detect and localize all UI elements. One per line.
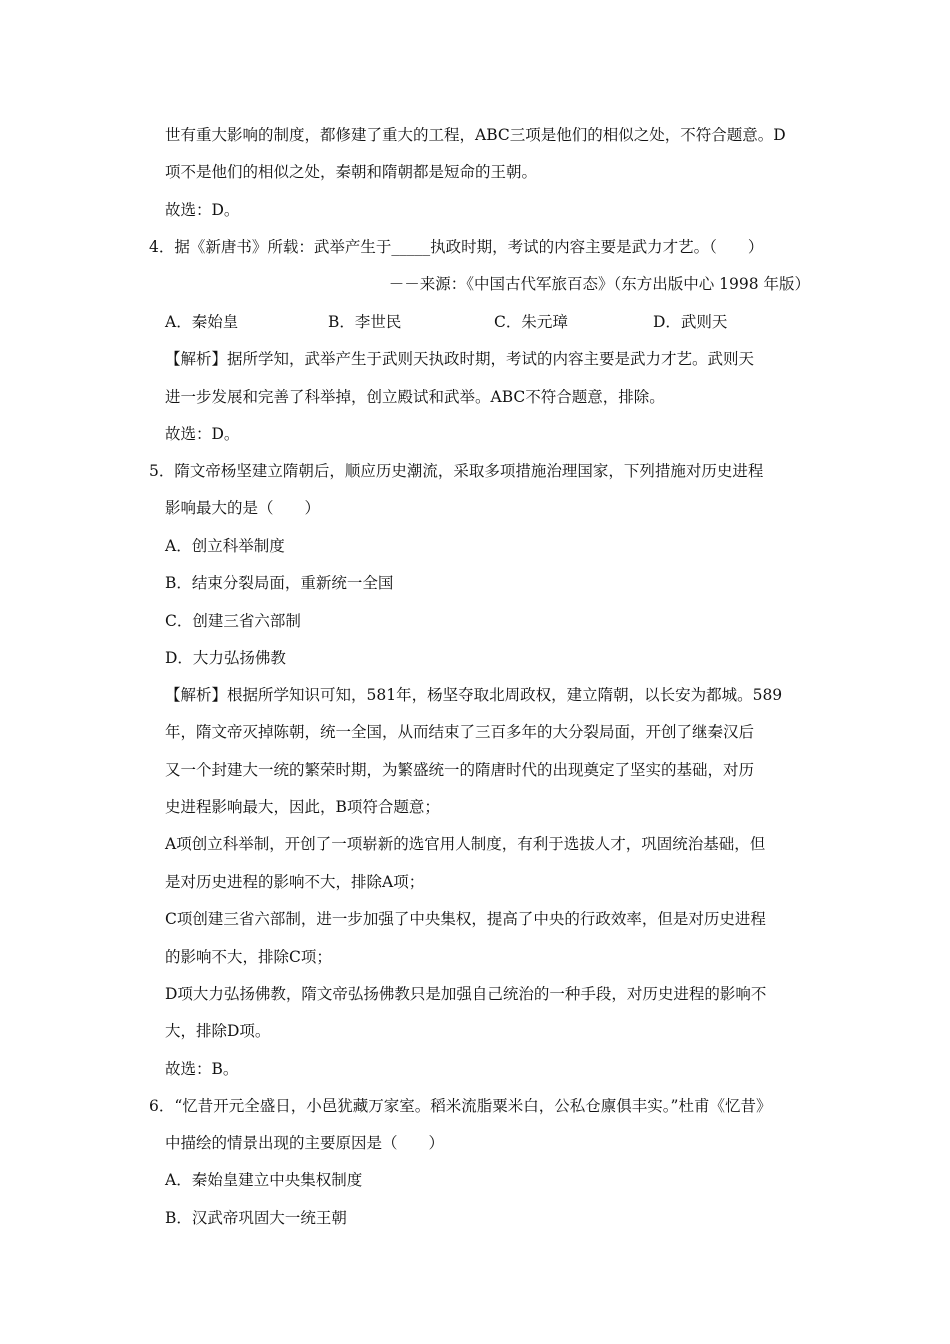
q5-analysis-line-2: 年，隋文帝灭掉陈朝，统一全国，从而结束了三百多年的大分裂局面，开创了继秦汉后 — [165, 723, 755, 741]
q5-analysis-line-7: C项创建三省六部制，进一步加强了中央集权，提高了中央的行政效率，但是对历史进程 — [165, 910, 766, 928]
q5-analysis-line-4: 史进程影响最大，因此，B项符合题意； — [165, 798, 440, 816]
q6-option-b: B．汉武帝巩固大一统王朝 — [165, 1209, 347, 1227]
q5-analysis-line-8: 的影响不大，排除C项； — [165, 948, 332, 966]
q4-option-d: D．武则天 — [653, 313, 728, 331]
q4-answer: 故选：D。 — [165, 425, 240, 443]
q6-stem-line-2: 中描绘的情景出现的主要原因是（ ） — [165, 1134, 445, 1152]
q5-analysis-line-9: D项大力弘扬佛教，隋文帝弘扬佛教只是加强自己统治的一种手段，对历史进程的影响不 — [165, 985, 767, 1003]
q5-analysis-line-10: 大，排除D项。 — [165, 1022, 271, 1040]
q6-stem-line-1: 6．“忆昔开元全盛日，小邑犹藏万家室。稻米流脂粟米白，公私仓廪俱丰实。”杜甫《忆昔》 — [149, 1097, 772, 1115]
q5-option-a: A．创立科举制度 — [165, 537, 285, 555]
q5-analysis-line-1: 【解析】根据所学知识可知，581年，杨坚夺取北周政权，建立隋朝，以长安为都城。589 — [165, 686, 783, 704]
q4-stem: 4．据《新唐书》所载：武举产生于_____执政时期，考试的内容主要是武力才艺。（ ） — [149, 238, 764, 256]
q5-stem-line-2: 影响最大的是（ ） — [165, 499, 321, 517]
q3-explanation-line-2: 项不是他们的相似之处，秦朝和隋朝都是短命的王朝。 — [165, 163, 538, 181]
q6-option-a: A．秦始皇建立中央集权制度 — [165, 1171, 363, 1189]
q4-analysis-line-1: 【解析】据所学知，武举产生于武则天执政时期，考试的内容主要是武力才艺。武则天 — [165, 350, 755, 368]
q5-option-c: C．创建三省六部制 — [165, 612, 301, 630]
q4-analysis-line-2: 进一步发展和完善了科举掉，创立殿试和武举。ABC不符合题意，排除。 — [165, 388, 665, 406]
q4-source: －－来源：《中国古代军旅百态》（东方出版中心 1998 年版） — [388, 275, 810, 293]
q4-option-b: B．李世民 — [328, 313, 402, 331]
q5-stem-line-1: 5．隋文帝杨坚建立隋朝后，顺应历史潮流，采取多项措施治理国家，下列措施对历史进程 — [149, 462, 764, 480]
q5-answer: 故选：B。 — [165, 1060, 239, 1078]
q3-explanation-line-1: 世有重大影响的制度，都修建了重大的工程，ABC三项是他们的相似之处，不符合题意。D — [165, 126, 786, 144]
q5-option-d: D．大力弘扬佛教 — [165, 649, 286, 667]
q5-option-b: B．结束分裂局面，重新统一全国 — [165, 574, 394, 592]
q3-answer: 故选：D。 — [165, 201, 240, 219]
q5-analysis-line-3: 又一个封建大一统的繁荣时期，为繁盛统一的隋唐时代的出现奠定了坚实的基础，对历 — [165, 761, 755, 779]
q4-option-c: C．朱元璋 — [494, 313, 568, 331]
q5-analysis-line-6: 是对历史进程的影响不大，排除A项； — [165, 873, 425, 891]
q4-option-a: A．秦始皇 — [165, 313, 239, 331]
q5-analysis-line-5: A项创立科举制，开创了一项崭新的选官用人制度，有利于选拔人才，巩固统治基础，但 — [165, 835, 766, 853]
